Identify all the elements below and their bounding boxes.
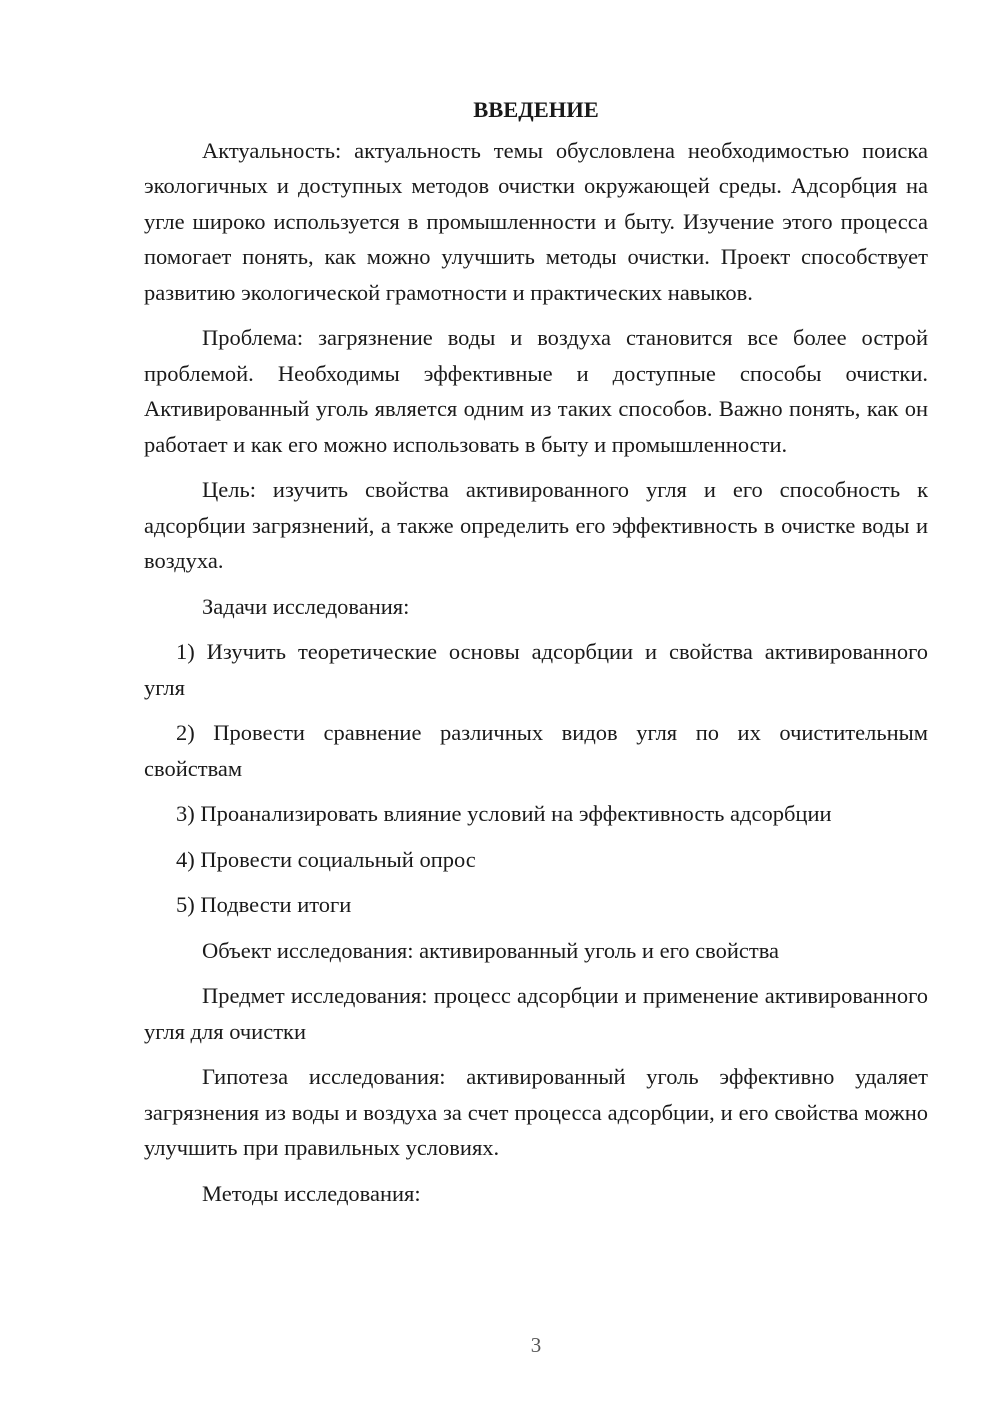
paragraph-hypothesis: Гипотеза исследования: активированный уголь эффективно удаляет загрязнения из воды и воздуха за счет процесса адсорбции, и его свойства можно улучшить при правильных условиях.	[144, 1064, 928, 1160]
paragraph-goal: Цель: изучить свойства активированного угля и его способность к адсорбции загрязнений, а также определить его эффективность в очистке воды и воздуха.	[144, 477, 928, 573]
paragraph-problem: Проблема: загрязнение воды и воздуха становится все более острой проблемой. Необходимы эффективные и доступные способы очистки. Активированный уголь является одним из таких способов. Важно понять, как он работает и как его можно использовать в быту и промышленности.	[144, 325, 928, 457]
paragraph-methods: Методы исследования:	[202, 1180, 421, 1206]
page-number: 3	[530, 1333, 542, 1357]
task-item: 5) Подвести итоги	[176, 892, 352, 917]
paragraph-subject: Предмет исследования: процесс адсорбции и применение активированного угля для очистки	[144, 983, 928, 1044]
page-content	[144, 92, 928, 1211]
section-title: ВВЕДЕНИЕ	[473, 97, 599, 122]
paragraph-relevance: Актуальность: актуальность темы обусловлена необходимостью поиска экологичных и доступных методов очистки окружающей среды. Адсорбция на угле широко используется в промышленности и быту. Изучение этого процесса помогает понять, как можно улучшить методы очистки. Проект способствует развитию экологической грамотности и практических навыков.	[144, 137, 928, 305]
paragraph-object: Объект исследования: активированный уголь и его свойства	[202, 937, 780, 963]
task-item: 2) Провести сравнение различных видов угля по их очистительным свойствам	[144, 720, 928, 781]
task-item: 4) Провести социальный опрос	[176, 846, 476, 872]
paragraph-tasks-heading: Задачи исследования:	[202, 593, 410, 619]
task-item: 3) Проанализировать влияние условий на эффективность адсорбции	[176, 801, 832, 826]
task-item: 1) Изучить теоретические основы адсорбции и свойства активированного угля	[144, 639, 928, 700]
